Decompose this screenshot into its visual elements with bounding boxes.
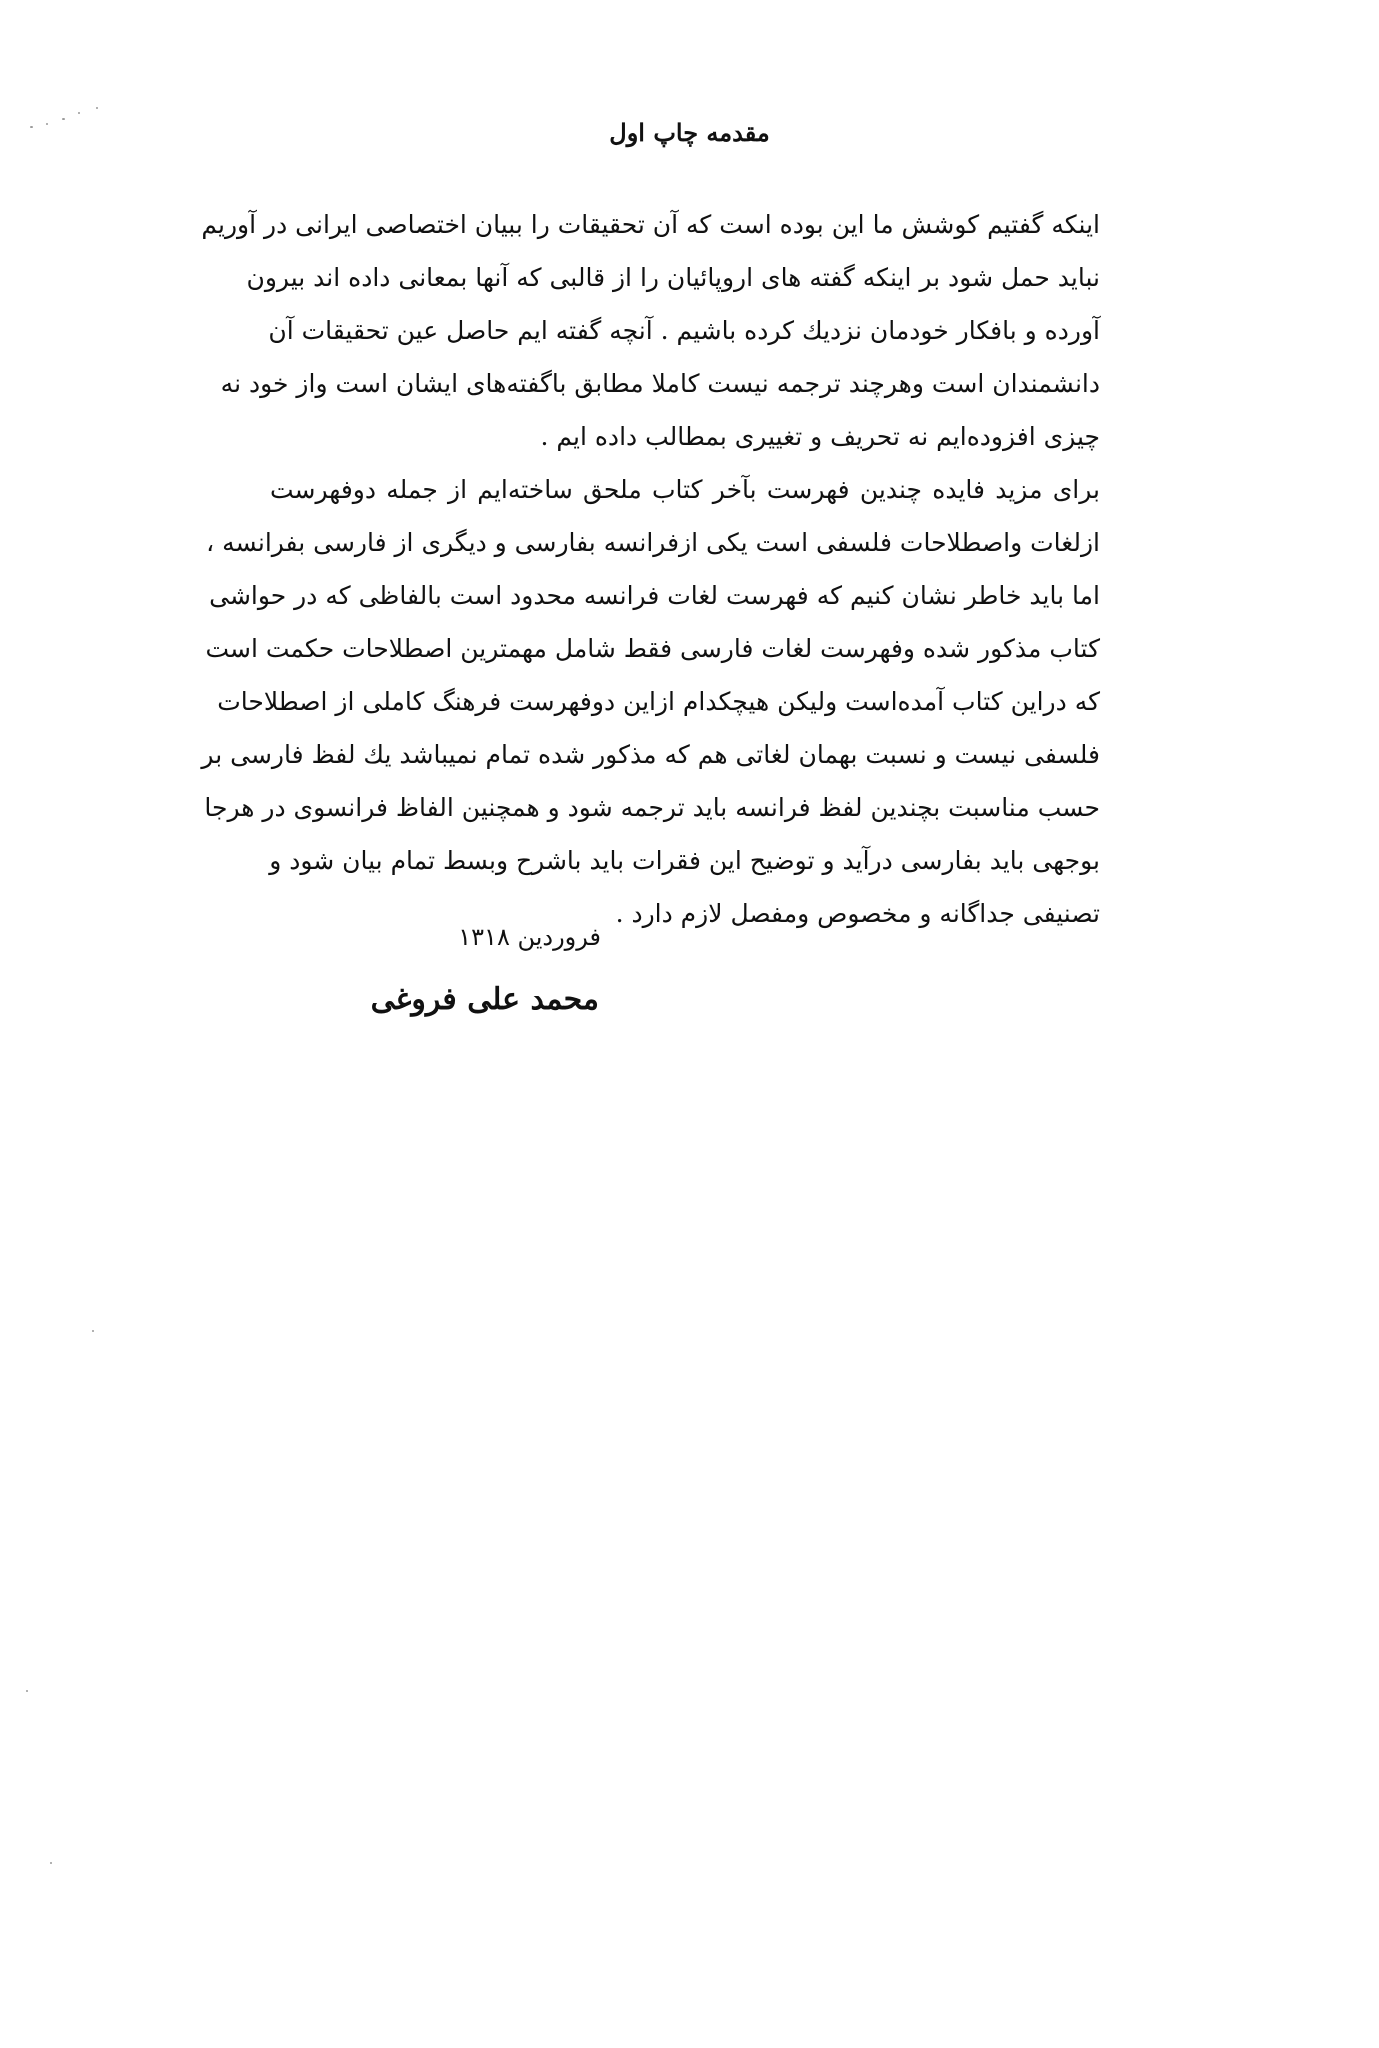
scan-speck [96,107,98,109]
text-line: که دراین کتاب آمده‌است ولیکن هیچکدام ازاین دوفهرست فرهنگ کاملی از اصطلاحات [217,687,1100,716]
text-line: برای مزید فایده چندین فهرست بآخر کتاب ملحق ساخته‌ایم از جمله دوفهرست [270,475,1100,504]
text-line: اینکه گفتیم کوشش ما این بوده است که آن تحقیقات را ببیان اختصاصی ایرانی در آوریم [201,210,1100,239]
text-line: اما باید خاطر نشان کنیم که فهرست لغات فرانسه محدود است بالفاظی که در حواشی [209,581,1100,610]
scan-speck [26,1690,28,1692]
text-line: ازلغات واصطلاحات فلسفی است یکی ازفرانسه بفارسی و دیگری از فارسی بفرانسه ، [206,528,1100,557]
scan-speck [46,123,48,125]
author-signature: محمد علی فروغی [370,982,599,1017]
paragraph-1 [201,198,1100,463]
scan-speck [62,118,65,120]
text-line: تصنیفی جداگانه و مخصوص ومفصل لازم دارد . [615,899,1100,928]
text-line: فلسفی نیست و نسبت بهمان لغاتی هم که مذکور شده تمام نمیباشد یك لفظ فارسی بر [201,740,1100,769]
text-line: دانشمندان است وهرچند ترجمه نیست کاملا مطابق باگفته‌های ایشان است واز خود نه [220,369,1100,398]
text-line: چیزی افزوده‌ایم نه تحریف و تغییری بمطالب داده ایم . [540,422,1100,451]
paragraph-2 [201,463,1100,940]
text-line: حسب مناسبت بچندین لفظ فرانسه باید ترجمه شود و همچنین الفاظ فرانسوی در هرجا [204,793,1100,822]
text-line: کتاب مذکور شده وفهرست لغات فارسی فقط شامل مهمترین اصطلاحات حکمت است [205,634,1100,663]
page-title: مقدمه چاپ اول [609,118,770,147]
text-line: بوجهی باید بفارسی درآید و توضیح این فقرات باید باشرح وبسط تمام بیان شود و [269,846,1100,875]
scan-speck [78,112,80,114]
text-line: آورده و بافکار خودمان نزدیك کرده باشیم . آنچه گفته ایم حاصل عین تحقیقات آن [268,316,1100,345]
scan-speck [92,1330,94,1332]
preface-body [201,198,1100,940]
scan-speck [30,126,33,128]
scan-speck [50,1862,52,1864]
date-line: فروردین ۱۳۱۸ [458,923,601,951]
text-line: نباید حمل شود بر اینکه گفته های اروپائیان را از قالبی که آنها بمعانی داده اند بیرون [246,263,1100,292]
